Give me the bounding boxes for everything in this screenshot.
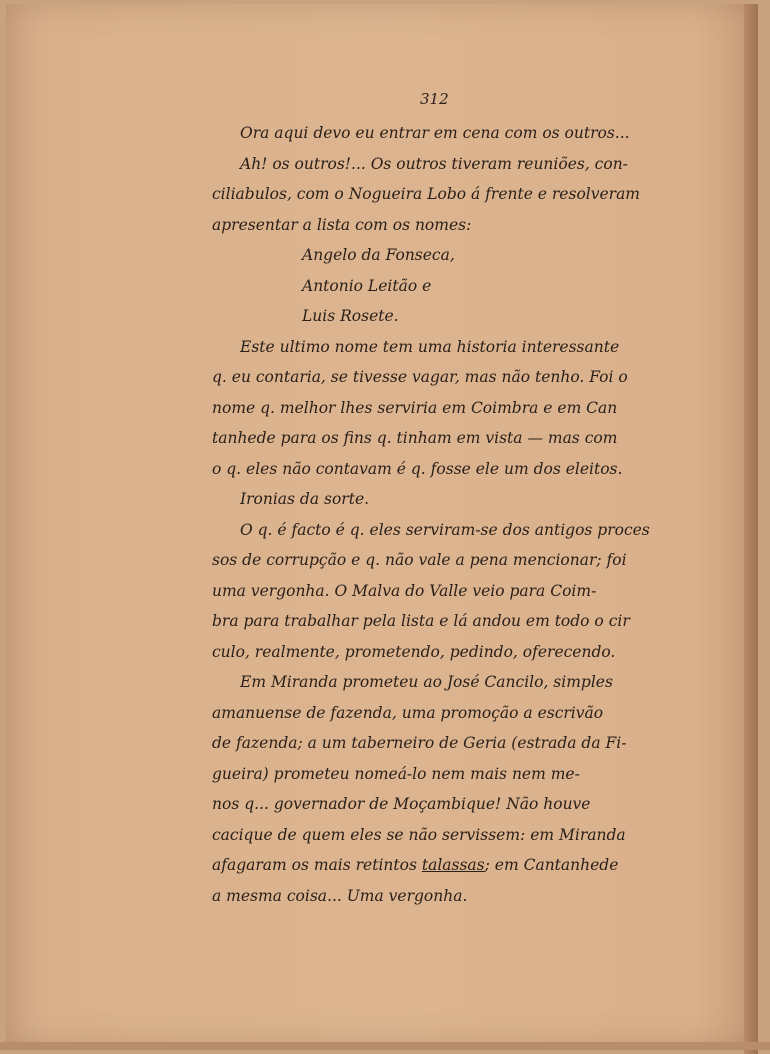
text-line: uma vergonha. O Malva do Valle veio para Coim- bbox=[212, 581, 597, 600]
text-line: sos de corrupção e q. não vale a pena mencionar; foi bbox=[212, 551, 627, 569]
page-number: 312 bbox=[420, 90, 449, 108]
text-line: Ora aqui devo eu entrar em cena com os outros... bbox=[240, 124, 630, 142]
name-list-item: Luis Rosete. bbox=[302, 307, 399, 325]
text-line: de fazenda; a um taberneiro de Geria (estrada da Fi- bbox=[212, 734, 627, 752]
underlined-word: talassas bbox=[421, 856, 485, 874]
text-line: bra para trabalhar pela lista e lá andou em todo o cir bbox=[212, 612, 630, 630]
manuscript-text bbox=[212, 118, 682, 911]
text-line: Ah! os outros!... Os outros tiveram reuniões, con- bbox=[240, 154, 628, 173]
text-line: culo, realmente, prometendo, pedindo, oferecendo. bbox=[212, 642, 616, 661]
text-line: o q. eles não contavam é q. fosse ele um dos eleitos. bbox=[212, 459, 623, 478]
text-line: cacique de quem eles se não servissem: em Miranda bbox=[212, 825, 626, 844]
text-line: ciliabulos, com o Nogueira Lobo á frente e resolveram bbox=[212, 185, 641, 203]
text-line: nome q. melhor lhes serviria em Coimbra e em Can bbox=[212, 398, 618, 417]
bottom-edge bbox=[0, 1042, 770, 1050]
name-list-item: Angelo da Fonseca, bbox=[302, 246, 455, 264]
text-line: Este ultimo nome tem uma historia interessante bbox=[240, 337, 620, 356]
text-line: O q. é facto é q. eles serviram-se dos antigos proces bbox=[240, 520, 650, 539]
text-line bbox=[212, 850, 682, 881]
text-segment: ; em Cantanhede bbox=[484, 856, 619, 874]
text-line: tanhede para os fins q. tinham em vista — mas com bbox=[212, 429, 618, 447]
text-line: q. eu contaria, se tivesse vagar, mas não tenho. Foi o bbox=[212, 368, 628, 386]
text-line: gueira) prometeu nomeá-lo nem mais nem me- bbox=[212, 764, 580, 783]
text-line: a mesma coisa... Uma vergonha. bbox=[212, 886, 468, 905]
text-segment: afagaram os mais retintos bbox=[212, 856, 417, 874]
text-line: nos q... governador de Moçambique! Não houve bbox=[212, 795, 591, 813]
text-line: Em Miranda prometeu ao José Cancilo, simples bbox=[240, 673, 613, 691]
name-list-item: Antonio Leitão e bbox=[302, 276, 432, 295]
text-line: apresentar a lista com os nomes: bbox=[212, 215, 472, 234]
text-line: Ironias da sorte. bbox=[240, 490, 370, 508]
page-edge-shadow bbox=[744, 4, 758, 1054]
text-line: amanuense de fazenda, uma promoção a escrivão bbox=[212, 703, 604, 722]
